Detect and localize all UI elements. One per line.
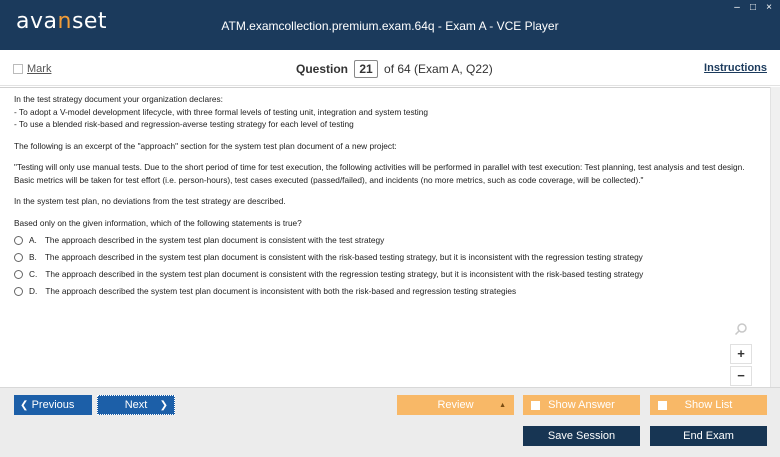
intro-line: - To use a blended risk-based and regression-averse testing strategy for each level of testing <box>14 119 354 129</box>
logo-text-rest: set <box>71 9 108 34</box>
logo-text-main: ava <box>16 9 58 34</box>
option-letter: C. <box>29 269 38 280</box>
option-letter: D. <box>29 286 38 297</box>
mark-label[interactable]: Mark <box>27 63 52 75</box>
logo-text-accent: n <box>57 9 72 34</box>
answer-options <box>14 232 766 300</box>
scrollbar[interactable] <box>770 87 780 387</box>
next-button[interactable] <box>97 395 175 415</box>
show-list-checkbox[interactable] <box>658 401 667 410</box>
save-session-button[interactable]: Save Session <box>523 426 640 446</box>
title-bar <box>0 0 780 50</box>
instructions-link[interactable]: Instructions <box>704 62 767 74</box>
previous-button[interactable] <box>14 395 92 415</box>
radio-button[interactable] <box>14 236 23 245</box>
deviation-note: In the system test plan, no deviations from the test strategy are described. <box>14 196 286 206</box>
radio-button[interactable] <box>14 253 23 262</box>
mark-checkbox[interactable] <box>13 63 51 75</box>
question-number-input[interactable]: 21 <box>354 60 378 78</box>
show-list-button[interactable] <box>650 395 767 415</box>
footer-bar <box>0 421 780 457</box>
option-letter: A. <box>29 235 37 246</box>
maximize-icon[interactable]: □ <box>749 2 757 13</box>
show-answer-checkbox[interactable] <box>531 401 540 410</box>
answer-option-d[interactable] <box>14 283 766 300</box>
show-answer-label: Show Answer <box>548 399 615 411</box>
excerpt-intro: The following is an excerpt of the "approach" section for the system test plan document of a new project: <box>14 140 397 151</box>
option-text: The approach described in the system test plan document is consistent with the test strategy <box>44 235 385 246</box>
radio-button[interactable] <box>14 287 23 296</box>
show-answer-button[interactable] <box>523 395 640 415</box>
question-label: Question <box>296 62 349 76</box>
chevron-left-icon: ❮ <box>20 399 29 411</box>
question-total: of 64 (Exam A, Q22) <box>384 62 493 76</box>
next-label: Next <box>124 399 148 411</box>
zoom-out-button[interactable]: − <box>730 366 752 386</box>
review-label: Review <box>437 399 474 411</box>
zoom-controls <box>730 322 752 386</box>
option-text: The approach described in the system test plan document is consistent with the regression testing strategy, but it is inconsistent with the risk-based testing strategy <box>45 269 644 280</box>
magnifier-icon <box>730 322 752 342</box>
intro-line: - To adopt a V-model development lifecycle, with three formal levels of testing unit, integration and system testing <box>14 106 428 117</box>
question-prompt: Based only on the given information, which of the following statements is true? <box>14 217 302 228</box>
mark-checkbox-box[interactable] <box>13 64 23 74</box>
show-list-label: Show List <box>684 399 733 411</box>
window-controls <box>732 2 774 13</box>
end-exam-button[interactable]: End Exam <box>650 426 767 446</box>
window-title: ATM.examcollection.premium.exam.64q - Exam A - VCE Player <box>221 19 559 33</box>
option-letter: B. <box>29 252 37 263</box>
question-content <box>0 87 780 387</box>
answer-option-a[interactable] <box>14 232 766 249</box>
question-bar <box>0 50 780 86</box>
intro-line: In the test strategy document your organization declares: <box>14 94 223 104</box>
chevron-right-icon: ❯ <box>159 399 168 411</box>
navigation-bar <box>0 387 780 421</box>
option-text: The approach described in the system test plan document is consistent with the risk-based testing strategy, but it is inconsistent with the regression testing strategy <box>44 252 643 263</box>
close-icon[interactable]: × <box>766 2 772 13</box>
radio-button[interactable] <box>14 270 23 279</box>
option-text: The approach described the system test plan document is inconsistent with both the risk-based and regression testing strategies <box>45 286 517 297</box>
minimize-icon[interactable]: – <box>734 2 740 13</box>
review-button[interactable] <box>397 395 514 415</box>
caret-up-icon: ▲ <box>499 401 506 409</box>
excerpt-line: "Testing will only use manual tests. Due to the short period of time for test execution, the following activities will be performed in parallel with test execution: Test planning, test analysis and test design. <box>14 162 745 172</box>
question-indicator <box>296 60 493 78</box>
answer-option-c[interactable] <box>14 266 766 283</box>
excerpt-line: Basic metrics will be taken for test effort (i.e. person-hours), test cases executed (passed/failed), and incidents (no more metrics, such as code coverage, will be collected)." <box>14 174 644 185</box>
previous-label: Previous <box>31 399 75 411</box>
zoom-in-button[interactable]: + <box>730 344 752 364</box>
answer-option-b[interactable] <box>14 249 766 266</box>
